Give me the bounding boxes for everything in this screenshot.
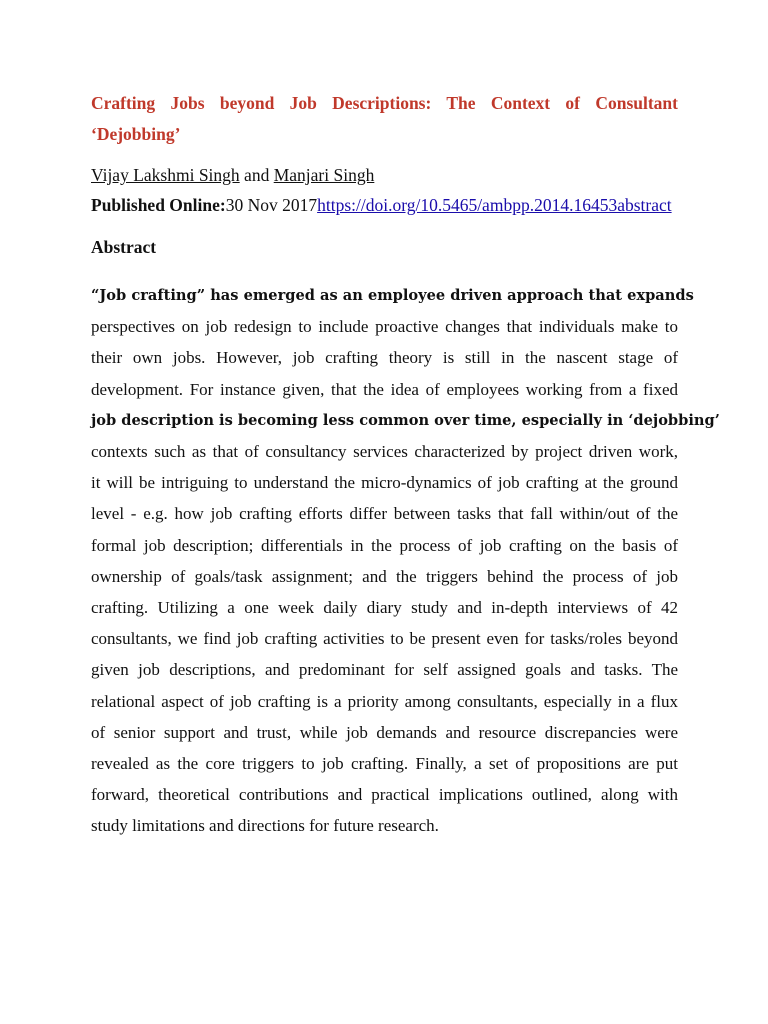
author-link-vijay-lakshmi-singh[interactable]: Vijay Lakshmi Singh [91,165,240,185]
abstract-line: relational aspect of job crafting is a priority among consultants, especially in a flux [91,691,678,711]
abstract-line: their own jobs. However, job crafting theory is still in the nascent stage of [91,348,678,368]
abstract-line: ownership of goals/task assignment; and the triggers behind the process of job [91,566,678,586]
author-connector: and [244,165,270,185]
published-line [91,194,678,216]
paper-title: Crafting Jobs beyond Job Descriptions: The Context of Consultant ‘Dejobbing’ [91,93,678,144]
abstract-line: crafting. Utilizing a one week daily diary study and in-depth interviews of 42 [91,598,678,618]
abstract-line: formal job description; differentials in the process of job crafting on the basis of [91,535,678,555]
abstract-line: revealed as the core triggers to job crafting. Finally, a set of propositions are put [91,754,678,774]
abstract-line: development. For instance given, that the idea of employees working from a fixed [91,379,678,399]
abstract-line: consultants, we find job crafting activities to be present even for tasks/roles beyond [91,629,678,649]
abstract-body [91,280,720,842]
abstract-line: given job descriptions, and predominant for self assigned goals and tasks. The [91,660,678,680]
author-link-manjari-singh[interactable]: Manjari Singh [273,165,375,185]
abstract-line: “Job crafting” has emerged as an employee driven approach that expands [91,287,694,304]
abstract-line: job description is becoming less common over time, especially in ‘dejobbing’ [91,411,720,429]
abstract-line: level - e.g. how job crafting efforts differ between tasks that fall within/out of the [91,504,678,524]
abstract-line: forward, theoretical contributions and practical implications outlined, along with [91,785,678,805]
abstract-line: study limitations and directions for future research. [91,816,439,836]
doi-link[interactable]: https://doi.org/10.5465/ambpp.2014.16453abstract [317,195,672,215]
abstract-line: contexts such as that of consultancy services characterized by project driven work, [91,442,678,462]
abstract-heading: Abstract [91,237,157,257]
author-line [91,164,678,186]
abstract-line: of senior support and trust, while job demands and resource discrepancies were [91,722,678,742]
abstract-line: it will be intriguing to understand the micro-dynamics of job crafting at the ground [91,473,678,493]
published-label: Published Online: [91,195,226,215]
published-date: 30 Nov 2017 [225,195,318,215]
abstract-line: perspectives on job redesign to include proactive changes that individuals make to [91,317,678,337]
paper-page [91,88,720,842]
